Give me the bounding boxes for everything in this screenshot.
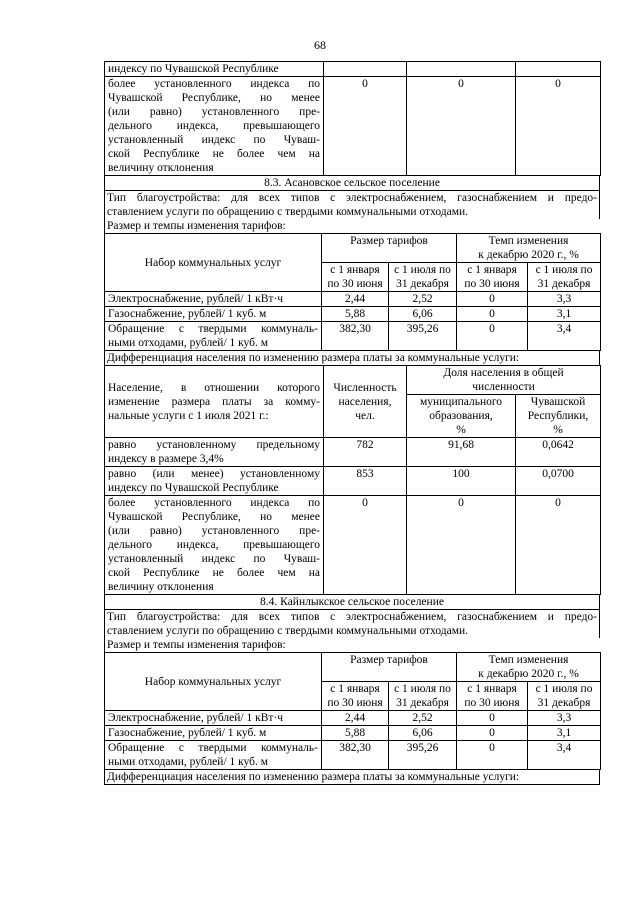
value-cell: 3,1 bbox=[528, 307, 601, 322]
type-paragraph: Тип благоустройства: для всех типов с электроснабжением, газоснабжением и предо- ставлением услуги по обращению с твердыми коммунальными отходами. bbox=[104, 610, 600, 638]
table-row bbox=[105, 307, 601, 322]
share-municipal-cell: 100 bbox=[407, 467, 516, 496]
value-cell: 2,52 bbox=[389, 711, 457, 726]
period-header: с 1 июля по 31 декабря bbox=[528, 682, 601, 711]
service-name-cell: Газоснабжение, рублей/ 1 куб. м bbox=[105, 726, 322, 741]
share-republic-header: Чувашской Республики, % bbox=[516, 395, 601, 438]
population-header: Население, в отношении которого изменение размера платы за комму- нальные услуги с 1 июля 2021 г.: bbox=[105, 366, 324, 438]
table-row bbox=[105, 741, 601, 770]
value-cell: 3,3 bbox=[528, 292, 601, 307]
share-republic-cell: 0 bbox=[516, 77, 601, 176]
service-header: Набор коммунальных услуг bbox=[105, 234, 322, 292]
value-cell: 2,44 bbox=[322, 711, 389, 726]
table-row bbox=[105, 467, 601, 496]
tariff-size-header: Размер тарифов bbox=[322, 234, 457, 263]
count-header: Численность населения, чел. bbox=[324, 366, 407, 438]
value-cell: 5,88 bbox=[322, 726, 389, 741]
value-cell: 382,30 bbox=[322, 322, 389, 351]
page-number: 68 bbox=[314, 38, 326, 52]
value-cell: 6,06 bbox=[389, 307, 457, 322]
count-cell: 0 bbox=[324, 77, 407, 176]
document-content bbox=[104, 61, 600, 785]
value-cell: 3,4 bbox=[528, 741, 601, 770]
service-name-cell: Газоснабжение, рублей/ 1 куб. м bbox=[105, 307, 322, 322]
table-row bbox=[105, 62, 601, 77]
service-name-cell: Электроснабжение, рублей/ 1 кВт·ч bbox=[105, 711, 322, 726]
table-row bbox=[105, 438, 601, 467]
period-header: с 1 января по 30 июня bbox=[457, 263, 528, 292]
tariffs-caption: Размер и темпы изменения тарифов: bbox=[104, 219, 600, 233]
tariff-size-header: Размер тарифов bbox=[322, 653, 457, 682]
section-title: 8.3. Асановское сельское поселение bbox=[104, 176, 600, 191]
count-cell: 782 bbox=[324, 438, 407, 467]
tariffs-caption: Размер и темпы изменения тарифов: bbox=[104, 638, 600, 652]
value-cell: 395,26 bbox=[389, 741, 457, 770]
value-cell: 3,4 bbox=[528, 322, 601, 351]
value-cell: 2,44 bbox=[322, 292, 389, 307]
table-row bbox=[105, 292, 601, 307]
value-cell: 5,88 bbox=[322, 307, 389, 322]
service-header: Набор коммунальных услуг bbox=[105, 653, 322, 711]
service-name-cell: Электроснабжение, рублей/ 1 кВт·ч bbox=[105, 292, 322, 307]
tariff-table bbox=[104, 233, 601, 351]
share-municipal-cell: 0 bbox=[407, 77, 516, 176]
share-header: Доля населения в общей численности bbox=[407, 366, 601, 395]
share-republic-cell: 0,0700 bbox=[516, 467, 601, 496]
table-row bbox=[105, 726, 601, 741]
value-cell: 0 bbox=[457, 741, 528, 770]
value-cell: 0 bbox=[457, 307, 528, 322]
value-cell: 6,06 bbox=[389, 726, 457, 741]
table-row bbox=[105, 711, 601, 726]
value-cell: 0 bbox=[457, 726, 528, 741]
share-republic-cell: 0,0642 bbox=[516, 438, 601, 467]
table-row bbox=[105, 322, 601, 351]
differentiation-caption: Дифференциация населения по изменению размера платы за коммунальные услуги: bbox=[104, 351, 600, 365]
value-cell: 0 bbox=[457, 322, 528, 351]
differentiation-caption: Дифференциация населения по изменению размера платы за коммунальные услуги: bbox=[104, 770, 600, 785]
period-header: с 1 января по 30 июня bbox=[322, 682, 389, 711]
value-cell: 395,26 bbox=[389, 322, 457, 351]
population-cell: более установленного индекса по Чувашской Республике, но менее (или равно) установленного пре- дельного индекса, превышающего установленный индекс по Чуваш- ской Республике не более чем на величину отклонения bbox=[105, 496, 324, 595]
count-cell: 853 bbox=[324, 467, 407, 496]
period-header: с 1 июля по 31 декабря bbox=[389, 263, 457, 292]
service-name-cell: Обращение с твердыми коммуналь- ными отходами, рублей/ 1 куб. м bbox=[105, 322, 322, 351]
population-cell: индексу по Чувашской Республике bbox=[105, 62, 324, 77]
share-republic-cell: 0 bbox=[516, 496, 601, 595]
share-municipal-cell: 91,68 bbox=[407, 438, 516, 467]
tariff-table bbox=[104, 652, 601, 770]
section-title: 8.4. Кайнлыкское сельское поселение bbox=[104, 595, 600, 610]
share-municipal-header: муниципального образования, % bbox=[407, 395, 516, 438]
value-cell: 0 bbox=[457, 292, 528, 307]
type-paragraph: Тип благоустройства: для всех типов с электроснабжением, газоснабжением и предо- ставлением услуги по обращению с твердыми коммунальными отходами. bbox=[104, 191, 600, 219]
population-cell: более установленного индекса по Чувашской Республике, но менее (или равно) установленного пре- дельного индекса, превышающего установленный индекс по Чуваш- ской Республике не более чем на величину отклонения bbox=[105, 77, 324, 176]
service-name-cell: Обращение с твердыми коммуналь- ными отходами, рублей/ 1 куб. м bbox=[105, 741, 322, 770]
count-cell: 0 bbox=[324, 496, 407, 595]
period-header: с 1 июля по 31 декабря bbox=[528, 263, 601, 292]
rate-change-header: Темп изменения к декабрю 2020 г., % bbox=[457, 653, 601, 682]
value-cell: 0 bbox=[457, 711, 528, 726]
value-cell: 382,30 bbox=[322, 741, 389, 770]
value-cell: 3,3 bbox=[528, 711, 601, 726]
top-continuation-table bbox=[104, 61, 601, 176]
differentiation-table bbox=[104, 365, 601, 595]
period-header: с 1 января по 30 июня bbox=[457, 682, 528, 711]
table-row bbox=[105, 496, 601, 595]
period-header: с 1 января по 30 июня bbox=[322, 263, 389, 292]
value-cell: 3,1 bbox=[528, 726, 601, 741]
period-header: с 1 июля по 31 декабря bbox=[389, 682, 457, 711]
population-cell: равно установленному предельному индексу в размере 3,4% bbox=[105, 438, 324, 467]
table-row bbox=[105, 77, 601, 176]
rate-change-header: Темп изменения к декабрю 2020 г., % bbox=[457, 234, 601, 263]
value-cell: 2,52 bbox=[389, 292, 457, 307]
population-cell: равно (или менее) установленному индексу по Чувашской Республике bbox=[105, 467, 324, 496]
share-municipal-cell: 0 bbox=[407, 496, 516, 595]
